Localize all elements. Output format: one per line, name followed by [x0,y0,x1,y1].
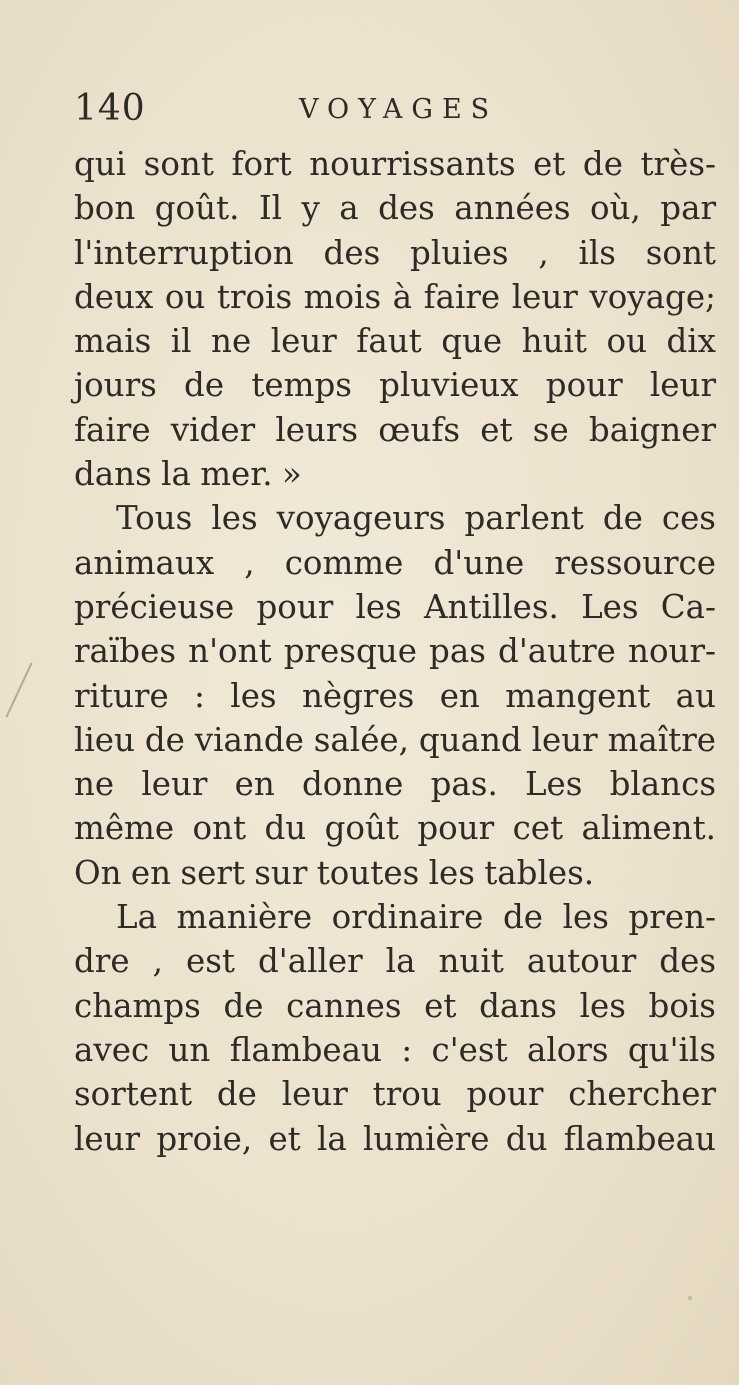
page-header [74,88,674,138]
text-line: leur proie, et la lumière du flambeau [74,1119,716,1158]
text-line: qui sont fort nourrissants et de très- [74,145,716,183]
text-line: lieu de viande salée, quand leur maître [74,720,716,759]
paper-speck [688,1296,692,1300]
running-head: VOYAGES [299,94,499,125]
text-line: mais il ne leur faut que huit ou dix [74,322,716,361]
text-line: dans la mer. » [74,455,302,494]
text-line: jours de temps pluvieux pour leur [74,366,716,405]
text-line: La manière ordinaire de les pren- [116,898,716,937]
text-line: faire vider leurs œufs et se baigner [74,410,716,449]
paper-mark [5,662,32,717]
text-line: précieuse pour les Antilles. Les Ca- [74,587,716,626]
text-line: On en sert sur toutes les tables. [74,853,595,892]
text-line: animaux , comme d'une ressource [74,543,716,582]
text-line: champs de cannes et dans les bois [74,986,716,1025]
text-line: deux ou trois mois à faire leur voyage; [74,277,716,316]
text-line: bon goût. Il y a des années où, par [74,189,716,228]
page-number: 140 [74,88,146,129]
text-line: Tous les voyageurs parlent de ces [116,499,716,538]
text-line: l'interruption des pluies , ils sont [74,233,716,272]
text-line: même ont du goût pour cet aliment. [74,809,716,848]
text-line: dre , est d'aller la nuit autour des [74,942,716,981]
text-line: sortent de leur trou pour chercher [74,1075,716,1114]
text-line: riture : les nègres en mangent au [74,676,716,715]
text-line: ne leur en donne pas. Les blancs [74,765,716,804]
body-text [74,142,716,1161]
text-line: avec un flambeau : c'est alors qu'ils [74,1030,716,1069]
text-line: raïbes n'ont presque pas d'autre nour- [74,632,716,671]
